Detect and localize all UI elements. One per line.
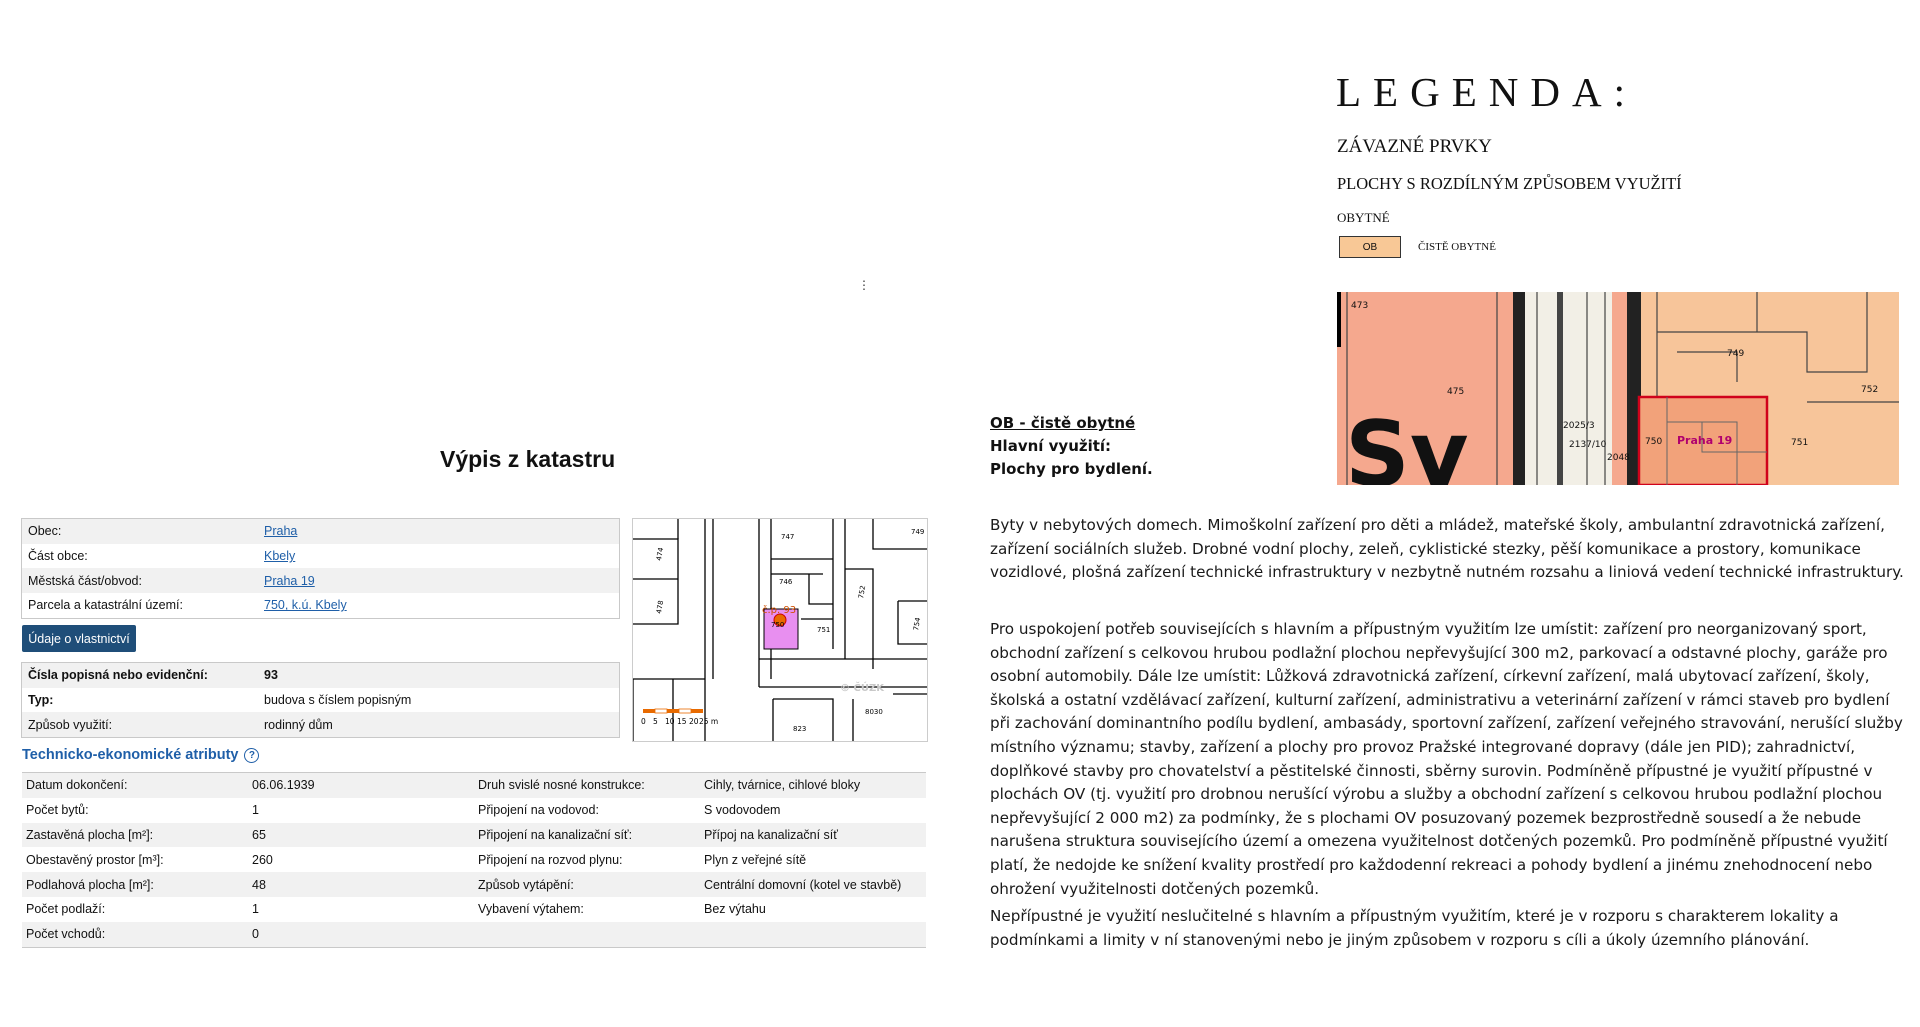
- ob-swatch-label: ČISTĚ OBYTNÉ: [1418, 241, 1496, 253]
- row-label: Část obce:: [28, 549, 88, 564]
- legend-group-label: OBYTNÉ: [1337, 210, 1390, 225]
- ob-heading-block: [990, 412, 1153, 481]
- table-row: [22, 519, 619, 544]
- attr-label: Připojení na vodovod:: [478, 803, 599, 818]
- map-parcel-label: 751: [1791, 438, 1809, 448]
- row-label: Čísla popisná nebo evidenční:: [28, 668, 208, 683]
- attr-value: 06.06.1939: [252, 778, 315, 793]
- scale-bar: [641, 709, 718, 726]
- obec-link[interactable]: Praha: [264, 524, 298, 539]
- legend-title: LEGENDA:: [1336, 69, 1637, 115]
- map-parcel-label: 749: [1727, 349, 1745, 359]
- scale-label: 15: [677, 717, 687, 726]
- parcel-label: 754: [912, 616, 923, 632]
- map-overlay-letters: Sv: [1345, 402, 1469, 485]
- location-table: [21, 518, 620, 619]
- row-label: Způsob využití:: [28, 717, 113, 732]
- attr-label: Druh svislé nosné konstrukce:: [478, 778, 645, 793]
- parcel-label: 474: [655, 546, 666, 562]
- attr-value: 48: [252, 877, 266, 892]
- map-district-label: Praha 19: [1677, 434, 1733, 447]
- separator-dots: ⋮: [858, 278, 870, 292]
- attr-value: Plyn z veřejné sítě: [704, 852, 807, 867]
- parcel-label: 823: [793, 725, 807, 733]
- page-title: Výpis z katastru: [440, 446, 616, 472]
- row-label: Obec:: [28, 524, 62, 539]
- attr-value: Centrální domovní (kotel ve stavbě): [704, 877, 902, 892]
- paragraph-permitted: Byty v nebytových domech. Mimoškolní zařízení pro děti a mládež, mateřské školy, ambulantní zdravotnická zařízení, zařízení sociálních služeb. Drobné vodní plochy, zeleň, cyklistické stezky, pěší komunikace a prostory, komunikace vozidlové, plošná zařízení technické infrastruktury v nezbytně nutném rozsahu a liniová vedení technické infrastruktury.: [990, 516, 1904, 582]
- table-row: [22, 922, 926, 947]
- attr-label: Připojení na kanalizační síť:: [478, 827, 633, 842]
- table-row: [22, 872, 926, 897]
- row-label: Typ:: [28, 693, 54, 708]
- copyright-label: © ČÚZK: [840, 683, 884, 694]
- legend-binding-heading: ZÁVAZNÉ PRVKY: [1337, 136, 1492, 157]
- row-value: 93: [264, 668, 278, 683]
- attr-label: Vybavení výtahem:: [478, 902, 584, 917]
- parcel-label: 749: [911, 528, 925, 536]
- scale-label: 10: [665, 717, 675, 726]
- scale-label: 0: [641, 717, 646, 726]
- map-parcel-label: 2048: [1607, 453, 1630, 463]
- parcel-label: 747: [781, 533, 795, 541]
- attr-value: 0: [252, 927, 259, 942]
- map-parcel-label: 2025/3: [1563, 421, 1595, 431]
- attr-value: S vodovodem: [704, 803, 781, 818]
- help-icon[interactable]: ?: [244, 748, 259, 763]
- table-row: [22, 593, 619, 618]
- paragraph-conditional: Pro uspokojení potřeb souvisejících s hlavním a přípustným využitím lze umístit: zařízení pro neorganizovaný sport, obchodní zařízení s celkovou hrubou podlažní plochou nepřevyšující 300 m2, parkovací a odstavné plochy, garáže pro osobní automobily. Dále lze umístit: Lůžková zdravotnická zařízení, církevní zařízení, malá ubytovací zařízení, školy, školská a ostatní vzdělávací zařízení, kulturní zařízení, administrativu a veterinární zařízení v rámci staveb pro bydlení při zachování dominantního podílu bydlení, ambasády, sportovní zařízení, zařízení veřejného stravování, nerušící služby místního významu; stavby, zařízení a plochy pro provoz Pražské integrované dopravy (dále jen PID); zahradnictví, doplňkové stavby pro chovatelství a pěstitelské činnosti, sběrny surovin. Podmíněně přípustné je využití přípustné v plochách OV (tj. využití pro drobnou nerušící výrobu a služby a obchodní zařízení s celkovou hrubou podlažní plochou nepřevyšující 2 000 m2) za podmínky, že s plochami OV posuzovaný pozemek bezprostředně sousedí a že nebude narušena struktura souvisejícího území a omezena využitelnost dotčených pozemků. Pro podmíněně přípustné využití platí, že nedojde ke snížení kvality prostředí pro každodenní rekreaci a pohody bydlení a jinému znehodnocení nebo ohrožení využitelnosti dotčených pozemků.: [990, 620, 1903, 898]
- attr-value: 1: [252, 803, 259, 818]
- row-value: budova s číslem popisným: [264, 693, 412, 708]
- table-row: [22, 773, 926, 798]
- map-parcel-label: 473: [1351, 301, 1369, 311]
- cadastral-map[interactable]: [632, 518, 928, 742]
- parcel-label: 746: [779, 578, 793, 586]
- attr-value: Přípoj na kanalizační síť: [704, 827, 838, 842]
- building-table: [21, 662, 620, 738]
- table-row: [22, 798, 926, 823]
- attr-label: Počet bytů:: [26, 803, 89, 818]
- parcel-label: 751: [817, 626, 831, 634]
- parcel-label: 750: [771, 621, 785, 629]
- map-parcel-label: 475: [1447, 387, 1465, 397]
- map-parcel-label: 2137/10: [1569, 440, 1607, 450]
- map-parcel-label: 750: [1645, 437, 1663, 447]
- parcel-label: 752: [857, 584, 868, 600]
- attr-value: Cihly, tvárnice, cihlové bloky: [704, 778, 861, 793]
- attr-label: Počet podlaží:: [26, 902, 106, 917]
- scale-label: 20: [689, 717, 699, 726]
- attr-label: Počet vchodů:: [26, 927, 106, 942]
- parcel-label: 8030: [865, 708, 883, 716]
- parcel-label: 478: [655, 599, 666, 615]
- table-row: [22, 712, 619, 737]
- ob-swatch: OB: [1339, 236, 1401, 258]
- table-row: [22, 688, 619, 713]
- attr-label: Podlahová plocha [m²]:: [26, 877, 154, 892]
- legend-areas-heading: PLOCHY S ROZDÍLNÝM ZPŮSOBEM VYUŽITÍ: [1337, 174, 1682, 193]
- zoning-map[interactable]: [1337, 292, 1899, 485]
- row-label: Městská část/obvod:: [28, 573, 142, 588]
- main-use-text: Plochy pro bydlení.: [990, 460, 1153, 478]
- ownership-button[interactable]: Údaje o vlastnictví: [22, 625, 136, 652]
- ob-heading: OB - čistě obytné: [990, 414, 1136, 432]
- attr-label: Obestavěný prostor [m³]:: [26, 852, 164, 867]
- table-row: [22, 823, 926, 848]
- house-label: č.p. 93: [762, 605, 797, 616]
- paragraph-prohibited: Nepřípustné je využití neslučitelné s hlavním a přípustným využitím, které je v rozporu s charakterem lokality a podmínkami a limity v ní stanovenými nebo je jiným způsobem v rozporu s cíli a úkoly územního plánování.: [990, 907, 1839, 949]
- tech-attributes-table: [22, 772, 926, 948]
- row-label: Parcela a katastrální území:: [28, 598, 183, 613]
- attr-label: Připojení na rozvod plynu:: [478, 852, 623, 867]
- table-row: [22, 847, 926, 872]
- tech-attributes-title: [22, 747, 259, 763]
- map-parcel-label: 752: [1861, 385, 1879, 395]
- attr-label: Způsob vytápění:: [478, 877, 574, 892]
- attr-value: 1: [252, 902, 259, 917]
- table-row: [22, 544, 619, 569]
- parcela-link[interactable]: 750, k.ú. Kbely: [264, 598, 347, 613]
- scale-label: 25 m: [699, 717, 719, 726]
- zoning-map-drawing: [1337, 292, 1899, 485]
- scale-label: 5: [653, 717, 658, 726]
- main-use-label: Hlavní využití:: [990, 437, 1112, 455]
- attr-label: Zastavěná plocha [m²]:: [26, 827, 154, 842]
- table-row: [22, 663, 619, 688]
- attr-value: 65: [252, 827, 266, 842]
- cadastral-map-drawing: [633, 519, 927, 741]
- table-row: [22, 568, 619, 593]
- cast-obce-link[interactable]: Kbely: [264, 549, 296, 564]
- attr-value: Bez výtahu: [704, 902, 766, 917]
- attr-value: 260: [252, 852, 273, 867]
- table-row: [22, 897, 926, 922]
- mestska-cast-link[interactable]: Praha 19: [264, 573, 315, 588]
- tech-attributes-label: Technicko-ekonomické atributy: [22, 747, 239, 763]
- attr-label: Datum dokončení:: [26, 778, 128, 793]
- row-value: rodinný dům: [264, 717, 333, 732]
